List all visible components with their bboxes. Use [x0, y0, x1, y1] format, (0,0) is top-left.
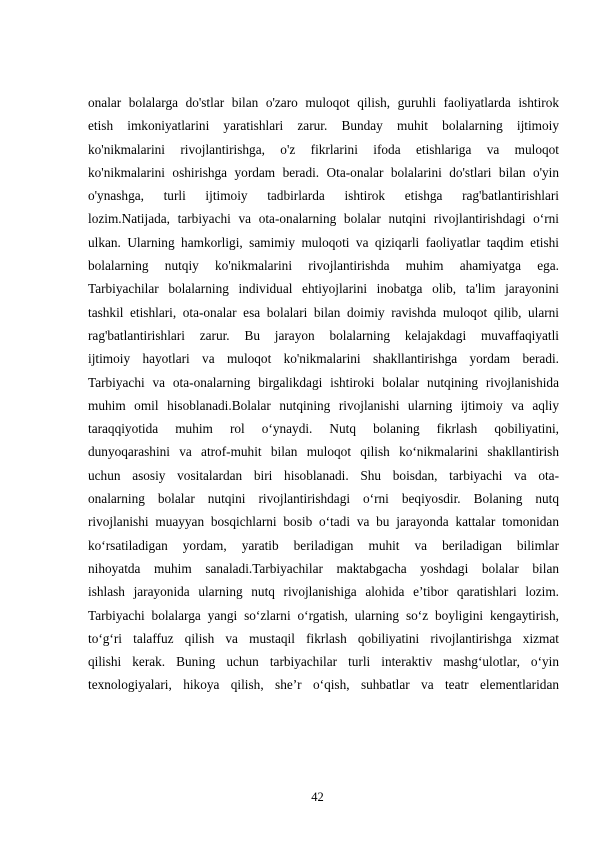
text-line: rag'batlantirishlari zarur. Bu jarayon bolalarning kelajakdagi muvaffaqiyatli — [88, 327, 559, 343]
text-line: onalarning bolalar nutqini rivojlantirishdagi o‘rni beqiyosdir. Bolaning nutq — [88, 491, 559, 507]
text-line: bolalarning nutqiy ko'nikmalarini rivojlantirishda muhim ahamiyatga ega. — [88, 258, 559, 274]
text-line: muhim omil hisoblanadi.Bolalar nutqining rivojlanishi ularning ijtimoiy va aqliy — [88, 397, 559, 413]
text-line: ijtimoiy hayotlari va muloqot ko'nikmalarini shakllantirishga yordam beradi. — [88, 351, 559, 367]
text-line: texnologiyalari, hikoya qilish, she’r o‘qish, suhbatlar va teatr elementlaridan — [88, 677, 559, 693]
text-line: ko‘rsatiladigan yordam, yaratib beriladigan muhit va beriladigan bilimlar — [88, 537, 559, 553]
text-line: nihoyatda muhim sanaladi.Tarbiyachilar maktabgacha yoshdagi bolalar bilan — [88, 560, 559, 576]
text-line: to‘g‘ri talaffuz qilish va mustaqil fikrlash qobiliyatini rivojlantirishga xizmat — [88, 630, 559, 646]
text-line: ko'nikmalarini oshirishga yordam beradi. Ota-onalar bolalarini do'stlari bilan o'yin — [88, 164, 559, 180]
page-number: 42 — [311, 790, 324, 804]
text-line: o'ynashga, turli ijtimoiy tadbirlarda ishtirok etishga rag'batlantirishlari — [88, 188, 559, 204]
text-line: tashkil etishlari, ota-onalar esa bolalari bilan doimiy ravishda muloqot qilib, ularni — [88, 304, 559, 320]
text-line: ko'nikmalarini rivojlantirishga, o'z fikrlarini ifoda etishlariga va muloqot — [88, 141, 559, 157]
text-line: lozim.Natijada, tarbiyachi va ota-onalarning bolalar nutqini rivojlantirishdagi o‘rni — [88, 211, 559, 227]
text-line: ishlash jarayonida ularning nutq rivojlanishiga alohida e’tibor qaratishlari lozim. — [88, 584, 559, 600]
body-text — [88, 91, 559, 697]
text-line: qilishi kerak. Buning uchun tarbiyachilar turli interaktiv mashg‘ulotlar, o‘yin — [88, 654, 559, 670]
text-line: uchun asosiy vositalardan biri hisoblanadi. Shu boisdan, tarbiyachi va ota- — [88, 467, 559, 483]
text-line: taraqqiyotida muhim rol o‘ynaydi. Nutq bolaning fikrlash qobiliyatini, — [88, 421, 559, 437]
text-line: Tarbiyachi bolalarga yangi so‘zlarni o‘rgatish, ularning so‘z boyligini kengaytirish, — [88, 607, 559, 623]
text-line: ulkan. Ularning hamkorligi, samimiy muloqoti va qiziqarli faoliyatlar taqdim etishi — [88, 234, 559, 250]
text-line: etish imkoniyatlarini yaratishlari zarur. Bunday muhit bolalarning ijtimoiy — [88, 118, 559, 134]
text-line: dunyoqarashini va atrof-muhit bilan muloqot qilish ko‘nikmalarini shakllantirish — [88, 444, 559, 460]
text-line: rivojlanishi muayyan bosqichlarni bosib o‘tadi va bu jarayonda kattalar tomonidan — [88, 514, 559, 530]
text-line: Tarbiyachi va ota-onalarning birgalikdagi ishtiroki bolalar nutqining rivojlanishida — [88, 374, 559, 390]
text-line: Tarbiyachilar bolalarning individual ehtiyojlarini inobatga olib, ta'lim jarayonini — [88, 281, 559, 297]
text-line: onalar bolalarga do'stlar bilan o'zaro muloqot qilish, guruhli faoliyatlarda ishtirok — [88, 95, 559, 110]
